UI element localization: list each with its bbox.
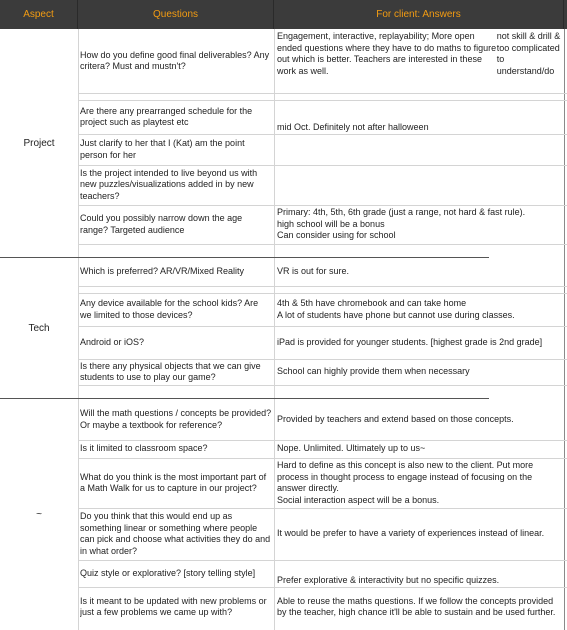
aspect-tech[interactable]: Tech — [28, 322, 50, 334]
grid-col-divider — [564, 29, 565, 630]
answer-cell[interactable] — [277, 134, 561, 165]
answer-line: Social interaction aspect will be a bonus. — [277, 494, 440, 505]
answer-cell[interactable]: Able to reuse the maths questions. If we follow the concepts provided by the teacher, high chance it'll be able to sustain and be used further. — [277, 595, 556, 617]
answer-line: Engagement, interactive, replayability; More open ended questions where they have to do maths to figure out which is better. Teachers are interested in these work as well. — [277, 31, 497, 76]
row-divider — [78, 385, 567, 386]
answer-line: 4th & 5th have chromebook and can take home — [277, 298, 467, 308]
grid-col-divider — [274, 29, 275, 630]
question-cell[interactable]: Android or iOS? — [80, 336, 145, 347]
answer-cell[interactable] — [277, 31, 561, 93]
header-aspect[interactable]: Aspect — [0, 0, 78, 29]
answer-line: A lot of students have phone but cannot use during classes. — [277, 309, 515, 320]
answer-cell[interactable]: iPad is provided for younger students. [highest grade is 2nd grade] — [277, 336, 543, 347]
answer-cell[interactable]: VR is out for sure. — [277, 266, 350, 277]
question-cell[interactable]: Is the project intended to live beyond us with new puzzles/visualizations added in by new teachers? — [80, 167, 258, 201]
answer-cell[interactable]: Provided by teachers and extend based on those concepts. — [277, 413, 514, 424]
answer-cell[interactable] — [277, 205, 561, 244]
aspect-project[interactable]: Project — [23, 137, 55, 149]
question-cell[interactable]: Quiz style or explorative? [story telling style] — [80, 567, 256, 578]
answer-cell[interactable]: It would be prefer to have a variety of experiences instead of linear. — [277, 528, 545, 539]
answer-line: not skill & drill & too complicated to understand/do — [496, 31, 561, 76]
question-cell[interactable]: Is it limited to classroom space? — [80, 443, 208, 454]
answer-line: Hard to define as this concept is also new to the client. Put more process in thought process to engage instead of focusing on the answer directly. — [277, 460, 534, 493]
header-questions[interactable]: Questions — [78, 0, 274, 29]
question-cell[interactable]: Could you possibly narrow down the age range? Targeted audience — [80, 213, 243, 235]
row-divider — [78, 244, 567, 245]
question-cell[interactable]: What do you think is the most important part of a Math Walk for us to capture in our project? — [80, 471, 267, 493]
grid-col-divider — [78, 29, 79, 630]
question-cell[interactable]: Are there any prearranged schedule for the project such as playtest etc — [80, 105, 253, 127]
answer-cell[interactable]: Nope. Unlimited. Ultimately up to us~ — [277, 443, 426, 454]
answer-cell[interactable]: Prefer explorative & interactivity but no specific quizzes. — [277, 574, 500, 585]
row-divider — [78, 93, 567, 94]
answer-cell[interactable] — [277, 458, 561, 508]
answer-cell[interactable] — [277, 165, 561, 205]
question-cell[interactable]: Any device available for the school kids? Are we limited to those devices? — [80, 298, 259, 320]
question-cell[interactable]: Will the math questions / concepts be provided? Or maybe a textbook for reference? — [80, 408, 272, 430]
row-divider — [78, 286, 567, 287]
answer-line: Primary: 4th, 5th, 6th grade (just a range, not hard & fast rule). — [277, 207, 526, 218]
answer-cell[interactable] — [277, 293, 561, 326]
question-cell[interactable]: Which is preferred? AR/VR/Mixed Reality — [80, 266, 245, 277]
question-cell[interactable]: How do you define good final deliverables? Any critera? Must and mustn't? — [80, 49, 270, 71]
question-cell[interactable]: Is there any physical objects that we can give students to use to play our game? — [80, 360, 261, 382]
answer-cell[interactable]: School can highly provide them when necessary — [277, 366, 470, 377]
question-cell[interactable]: Is it meant to be updated with new problems or just a few problems we came up with? — [80, 595, 267, 617]
answer-line: high school will be a bonus — [277, 218, 385, 229]
answer-cell[interactable]: mid Oct. Definitely not after halloween — [277, 121, 429, 132]
answer-line: Can consider using for school — [277, 230, 396, 241]
header-answers[interactable]: For client: Answers — [274, 0, 564, 29]
aspect-misc[interactable]: ~ — [36, 509, 42, 520]
question-cell[interactable]: Do you think that this would end up as something linear or something where people can pick and choose what activities they do and in what order? — [80, 511, 271, 556]
question-cell[interactable]: Just clarify to her that I (Kat) am the point person for her — [80, 138, 245, 160]
